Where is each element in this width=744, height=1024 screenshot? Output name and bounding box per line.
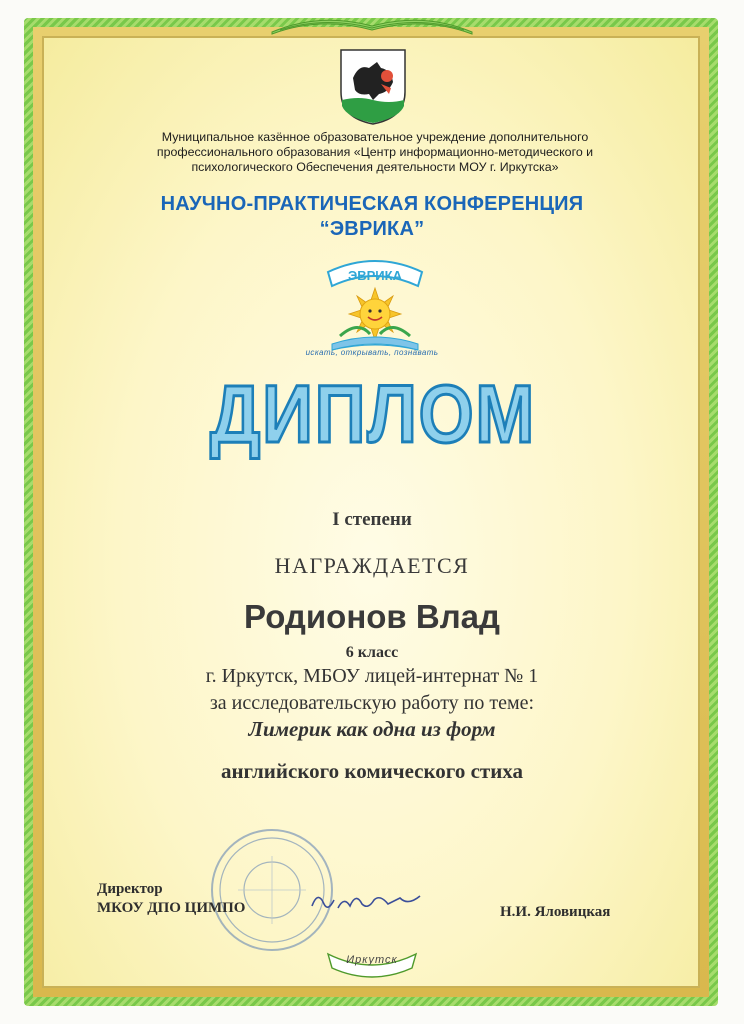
recipient-school: г. Иркутск, МБОУ лицей-интернат № 1 xyxy=(205,665,539,687)
signer-name: Н.И. Яловицкая xyxy=(500,904,611,920)
research-topic-line-1: Лимерик как одна из форм xyxy=(248,717,496,741)
conference-name: “ЭВРИКА” xyxy=(319,218,425,240)
director-signature xyxy=(308,886,428,916)
open-book-ornament xyxy=(268,8,476,36)
degree-label: I степени xyxy=(332,509,412,530)
logo-banner-text: ЭВРИКА xyxy=(348,268,402,283)
director-organization: МКОУ ДПО ЦИМПО xyxy=(97,900,246,916)
irkutsk-coat-of-arms xyxy=(339,48,407,126)
ribbon-text: Иркутск xyxy=(346,954,398,966)
conference-title: НАУЧНО-ПРАКТИЧЕСКАЯ КОНФЕРЕНЦИЯ xyxy=(160,193,584,215)
diploma-title xyxy=(205,368,541,458)
organization-name: Муниципальное казённое образовательное учреждение дополнительного профессионального образования «Центр информационно-методического и психологического Обеспечения деятельности МОУ г. Иркутска» xyxy=(156,130,594,174)
diploma-title-text: ДИПЛОМ xyxy=(210,369,536,460)
recipient-grade: 6 класс xyxy=(345,644,399,661)
recipient-name: Родионов Влад xyxy=(244,598,500,635)
director-title: Директор xyxy=(97,881,163,897)
research-topic-line-2: английского комического стиха xyxy=(220,759,524,783)
award-reason: за исследовательскую работу по теме: xyxy=(209,692,535,714)
logo-slogan: искать, открывать, познавать xyxy=(305,348,439,357)
awarded-label: НАГРАЖДАЕТСЯ xyxy=(274,553,470,578)
